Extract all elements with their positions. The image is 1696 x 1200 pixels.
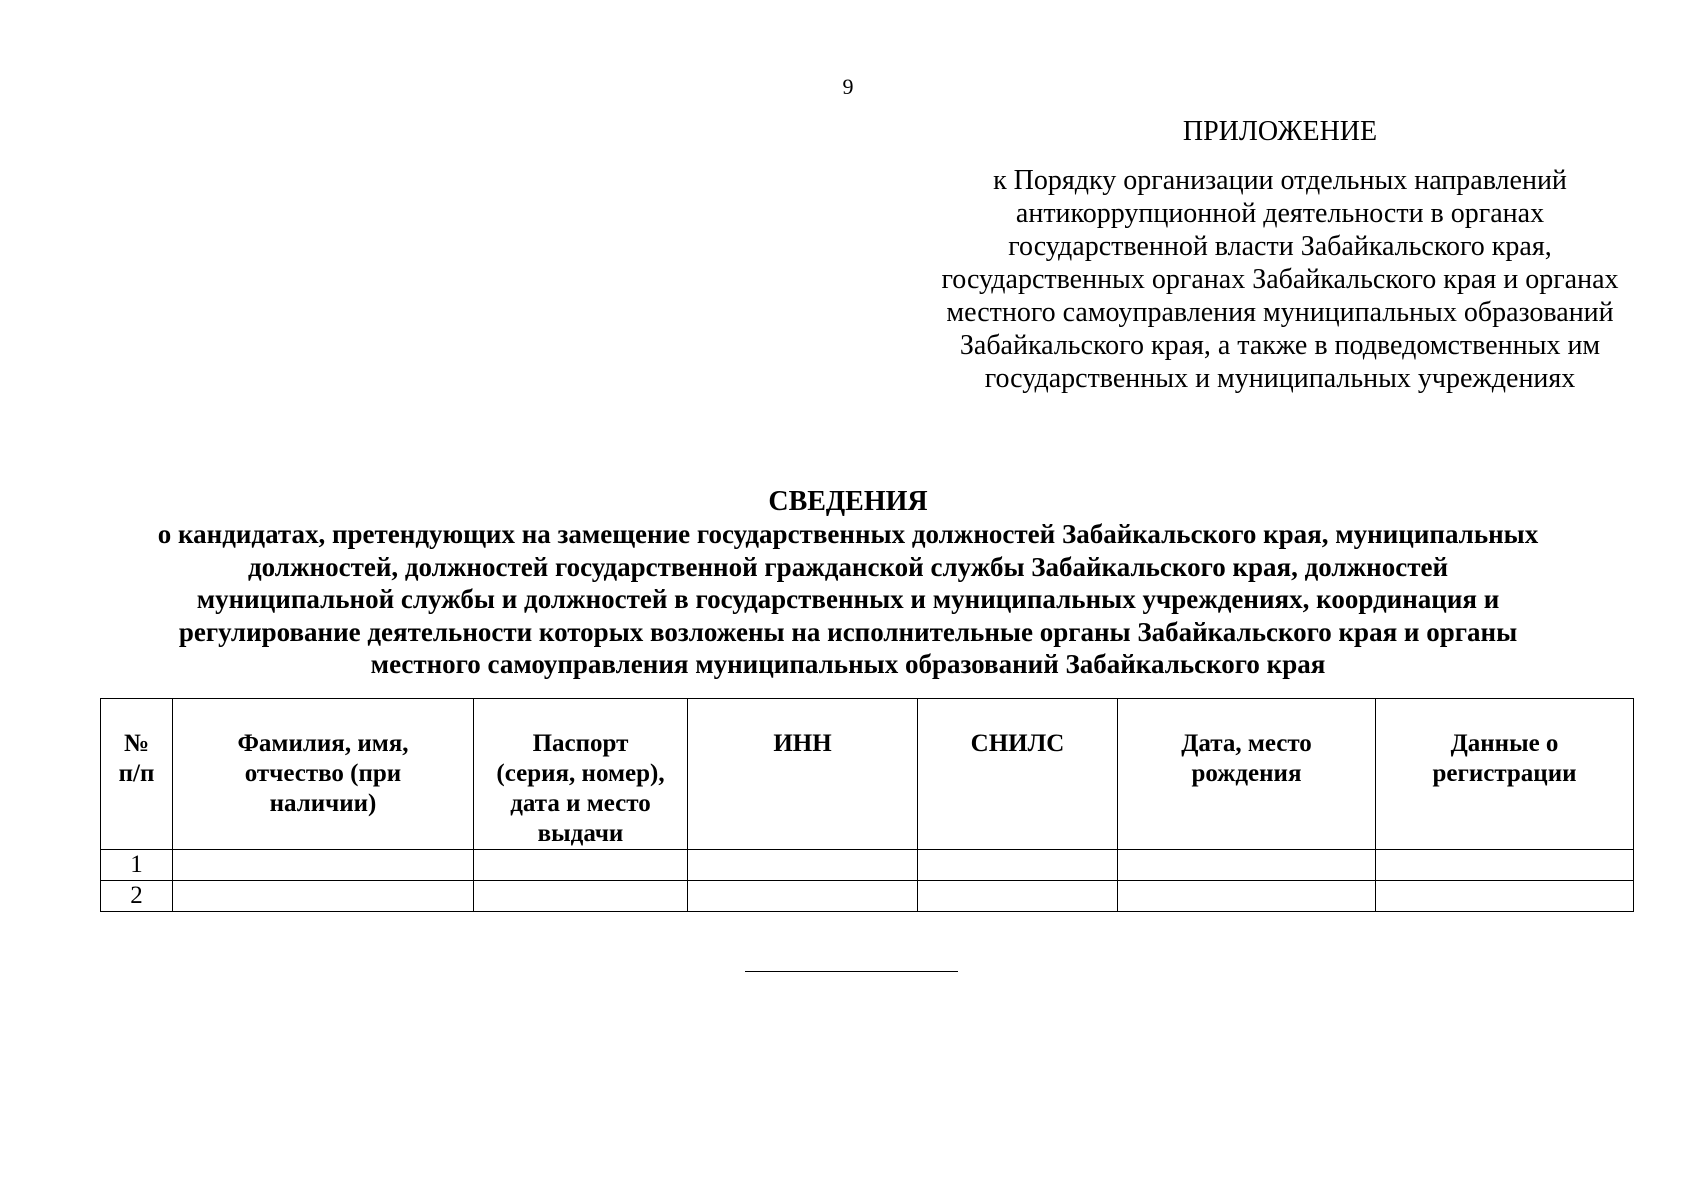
table-cell	[1118, 850, 1376, 881]
document-subtitle-line: муниципальной службы и должностей в государственных и муниципальных учреждениях, координация и	[196, 584, 1500, 614]
document-subtitle-line: должностей, должностей государственной гражданской службы Забайкальского края, должностей	[248, 551, 1448, 582]
table-cell	[173, 881, 474, 912]
column-header-passport	[474, 699, 688, 850]
page-number: 9	[842, 74, 854, 99]
table-cell	[1376, 850, 1634, 881]
table-cell-number: 1	[101, 850, 173, 881]
table-cell	[474, 850, 688, 881]
table-cell	[173, 850, 474, 881]
header-line: Фамилия, имя,	[237, 730, 409, 757]
column-header-full-name	[173, 699, 474, 850]
header-line: Дата, место	[1181, 730, 1312, 757]
table-cell	[1118, 881, 1376, 912]
header-line: дата и место	[510, 790, 651, 817]
column-header-inn	[688, 699, 918, 850]
table-row	[101, 850, 1634, 881]
appendix-reference-line: Забайкальского края, а также в подведомственных им	[959, 330, 1601, 361]
document-subtitle-line: регулирование деятельности которых возложены на исполнительные органы Забайкальского края и органы	[178, 616, 1518, 647]
document-title: СВЕДЕНИЯ	[768, 486, 928, 517]
header-line: (серия, номер),	[496, 760, 665, 787]
table-cell-number: 2	[101, 881, 173, 912]
header-line: Паспорт	[532, 730, 629, 757]
table-row	[101, 881, 1634, 912]
column-header-number	[101, 699, 173, 850]
appendix-reference-line: государственных и муниципальных учреждениях	[984, 363, 1576, 394]
header-line: рождения	[1191, 760, 1302, 787]
header-line: регистрации	[1432, 760, 1577, 787]
footer-rule	[745, 971, 958, 972]
table-cell	[688, 850, 918, 881]
appendix-reference-line: местного самоуправления муниципальных образований	[946, 297, 1614, 328]
column-header-snils	[918, 699, 1118, 850]
appendix-reference-line: государственной власти Забайкальского края,	[1008, 231, 1552, 262]
header-line: ИНН	[773, 730, 832, 757]
header-line: отчество (при	[244, 760, 402, 787]
header-line: выдачи	[537, 820, 624, 847]
appendix-reference-line: к Порядку организации отдельных направлений	[993, 165, 1567, 196]
header-line: п/п	[118, 760, 155, 787]
header-line: наличии)	[269, 790, 377, 817]
appendix-reference-line: антикоррупционной деятельности в органах	[1015, 198, 1545, 229]
table-cell	[1376, 881, 1634, 912]
header-line: №	[123, 730, 150, 757]
candidates-table	[100, 698, 1634, 912]
table-cell	[474, 881, 688, 912]
document-subtitle-line: местного самоуправления муниципальных образований Забайкальского края	[370, 649, 1326, 679]
document-subtitle-line: о кандидатах, претендующих на замещение государственных должностей Забайкальского края, муниципальных	[157, 519, 1539, 549]
table-header-row	[101, 699, 1634, 850]
appendix-reference	[900, 164, 1660, 395]
appendix-reference-line: государственных органах Забайкальского края и органах	[941, 264, 1619, 295]
appendix-heading: ПРИЛОЖЕНИЕ	[1182, 116, 1378, 147]
column-header-registration	[1376, 699, 1634, 850]
document-subtitle	[60, 518, 1636, 681]
column-header-birth	[1118, 699, 1376, 850]
table-cell	[688, 881, 918, 912]
table-cell	[918, 881, 1118, 912]
table-cell	[918, 850, 1118, 881]
header-line: Данные о	[1450, 730, 1559, 757]
header-line: СНИЛС	[970, 730, 1065, 757]
